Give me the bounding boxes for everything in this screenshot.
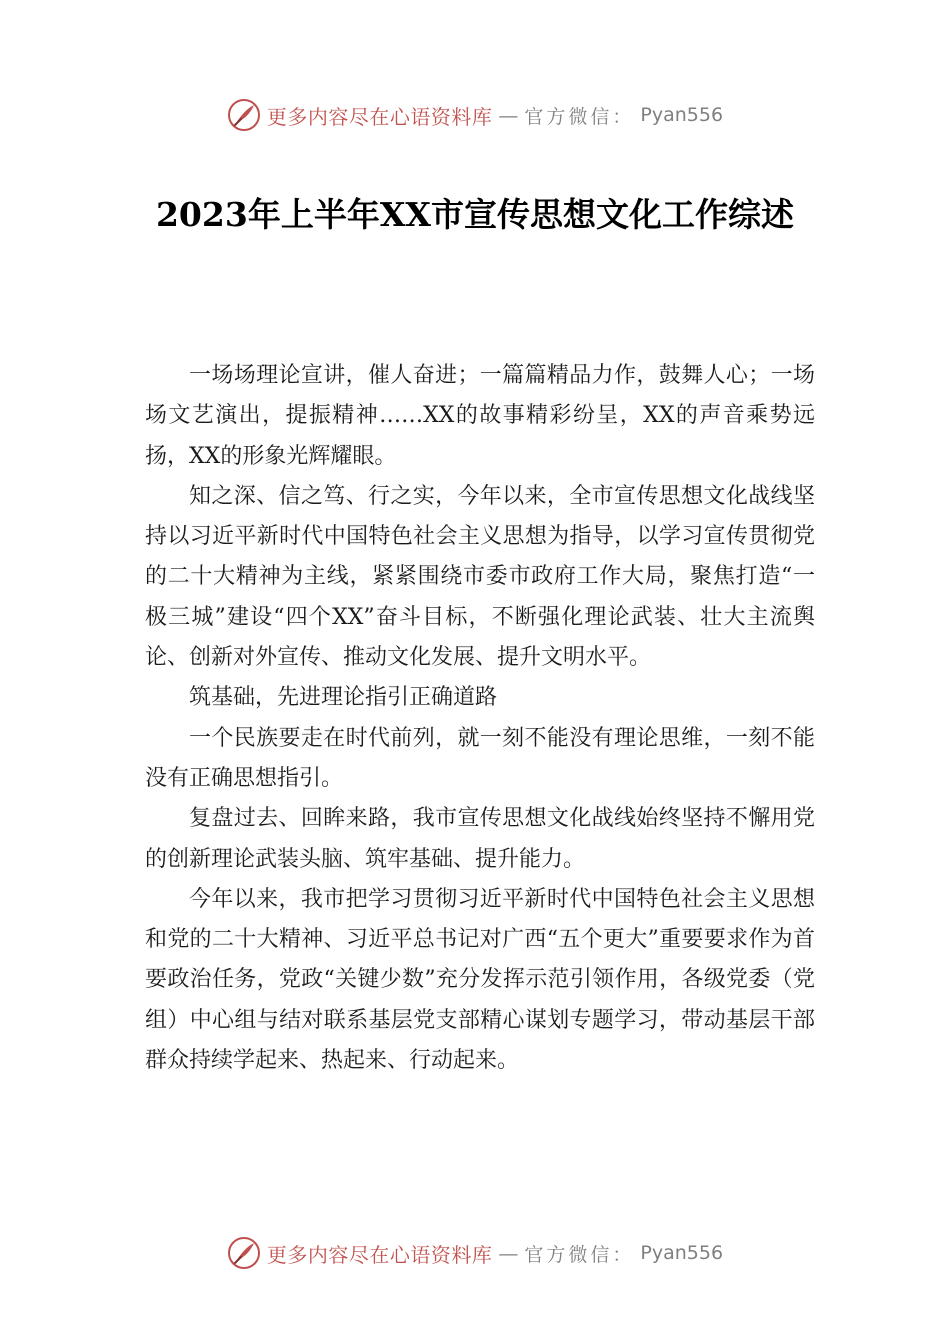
paragraph: 知之深、信之笃、行之实，今年以来，全市宣传思想文化战线坚持以习近平新时代中国特色社会主义思想为指导，以学习宣传贯彻党的二十大精神为主线，紧紧围绕市委市政府工作大局，聚焦打造“一极三城”建设“四个XX”奋斗目标，不断强化理论武装、壮大主流舆论、创新对外宣传、推动文化发展、提升文明水平。 (145, 483, 815, 671)
header-watermark (0, 95, 950, 135)
watermark-label: 官方微信： (524, 105, 635, 128)
feather-pen-logo-icon (227, 1236, 261, 1270)
watermark-separator: — (498, 1241, 519, 1265)
feather-pen-logo-icon (227, 98, 261, 132)
watermark-label: 官方微信： (524, 1243, 635, 1266)
watermark-separator: — (498, 103, 519, 127)
watermark-text: 更多内容尽在心语资料库 (266, 1242, 493, 1267)
paragraph: 一场场理论宣讲，催人奋进；一篇篇精品力作，鼓舞人心；一场场文艺演出，提振精神……XX的故事精彩纷呈，XX的声音乘势远扬，XX的形象光辉耀眼。 (145, 363, 815, 469)
section-heading: 筑基础，先进理论指引正确道路 (189, 685, 498, 711)
watermark-account: Pyan556 (640, 104, 724, 126)
document-title: 2023年上半年XX市宣传思想文化工作综述 (155, 195, 795, 234)
paragraph: 一个民族要走在时代前列，就一刻不能没有理论思维，一刻不能没有正确思想指引。 (145, 725, 815, 791)
document-body (145, 356, 815, 1081)
paragraph: 今年以来，我市把学习贯彻习近平新时代中国特色社会主义思想和党的二十大精神、习近平总书记对广西“五个更大”重要要求作为首要政治任务，党政“关键少数”充分发挥示范引领作用，各级党委（党组）中心组与结对联系基层党支部精心谋划专题学习，带动基层干部群众持续学起来、热起来、行动起来。 (145, 886, 815, 1074)
watermark-account: Pyan556 (640, 1242, 724, 1264)
footer-watermark (0, 1233, 950, 1273)
paragraph: 复盘过去、回眸来路，我市宣传思想文化战线始终坚持不懈用党的创新理论武装头脑、筑牢基础、提升能力。 (145, 806, 815, 872)
watermark-text: 更多内容尽在心语资料库 (266, 104, 493, 129)
